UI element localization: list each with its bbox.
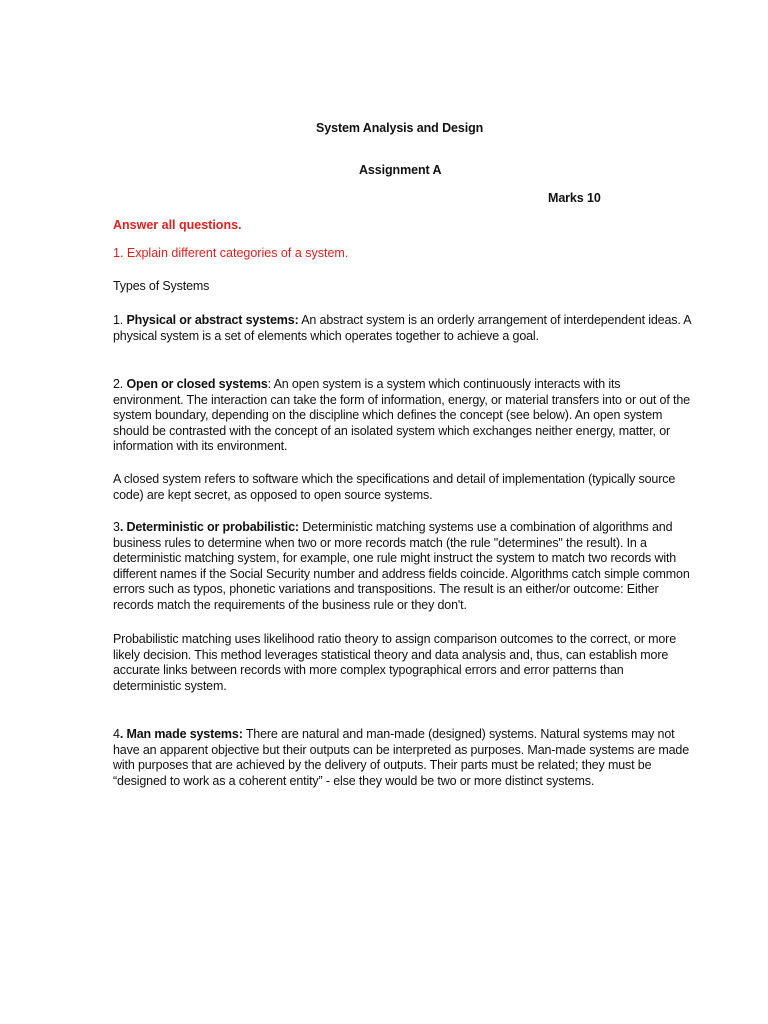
section-term: Physical or abstract systems:	[126, 313, 299, 327]
paragraph-text: Probabilistic matching uses likelihood ratio theory to assign comparison outcomes to the correct, or more likely decision. This method leverages statistical theory and data analysis and, thus, can establish more accurate links between records with more complex typographical errors and error patterns than deterministic system.	[113, 632, 676, 693]
section-text: : An open system is a system which continuously interacts with its environment. The interaction can take the form of information, energy, or material transfers into or out of the system boundary, depending on the discipline which defines the concept (see below). An open system should be contrasted with the concept of an isolated system which exchanges neither energy, matter, or information with its environment.	[113, 377, 690, 454]
section-physical-abstract	[113, 313, 691, 344]
section-term: . Deterministic or probabilistic:	[119, 520, 299, 534]
marks-label: Marks 10	[548, 191, 601, 205]
section-text: Deterministic matching systems use a combination of algorithms and business rules to determine when two or more records match (the rule "determines" the result). In a deterministic matching system, for example, one rule might instruct the system to match two records with different names if the Social Security number and address fields coincide. Algorithms catch simple common errors such as typos, phonetic variations and transpositions. The result is an either/or outcome: Either records match the requirements of the business rule or they don't.	[113, 520, 690, 612]
closed-system-paragraph	[113, 472, 691, 503]
section-term: Open or closed systems	[126, 377, 268, 391]
document-title: System Analysis and Design	[316, 121, 484, 135]
assignment-title: Assignment A	[359, 163, 442, 177]
section-man-made	[113, 727, 691, 789]
section-number: 4	[113, 727, 120, 741]
section-deterministic-probabilistic	[113, 520, 691, 614]
paragraph-text: A closed system refers to software which the specifications and detail of implementation (typically source code) are kept secret, as opposed to open source systems.	[113, 472, 676, 502]
section-text: There are natural and man-made (designed) systems. Natural systems may not have an apparent objective but their outputs can be interpreted as purposes. Man-made systems are made with purposes that are achieved by the delivery of outputs. Their parts must be related; they must be “designed to work as a coherent entity” - else they would be two or more distinct systems.	[113, 727, 690, 788]
section-number: 3	[113, 520, 120, 534]
section-open-closed	[113, 377, 691, 455]
section-term: . Man made systems:	[119, 727, 243, 741]
types-of-systems-heading: Types of Systems	[113, 279, 210, 293]
question-1: 1. Explain different categories of a system.	[113, 246, 349, 260]
section-text: An abstract system is an orderly arrangement of interdependent ideas. A physical system is a set of elements which operates together to achieve a goal.	[113, 313, 691, 343]
probabilistic-paragraph	[113, 632, 691, 694]
instruction-text: Answer all questions.	[113, 218, 242, 232]
section-number: 2.	[113, 377, 127, 391]
section-number: 1.	[113, 313, 127, 327]
